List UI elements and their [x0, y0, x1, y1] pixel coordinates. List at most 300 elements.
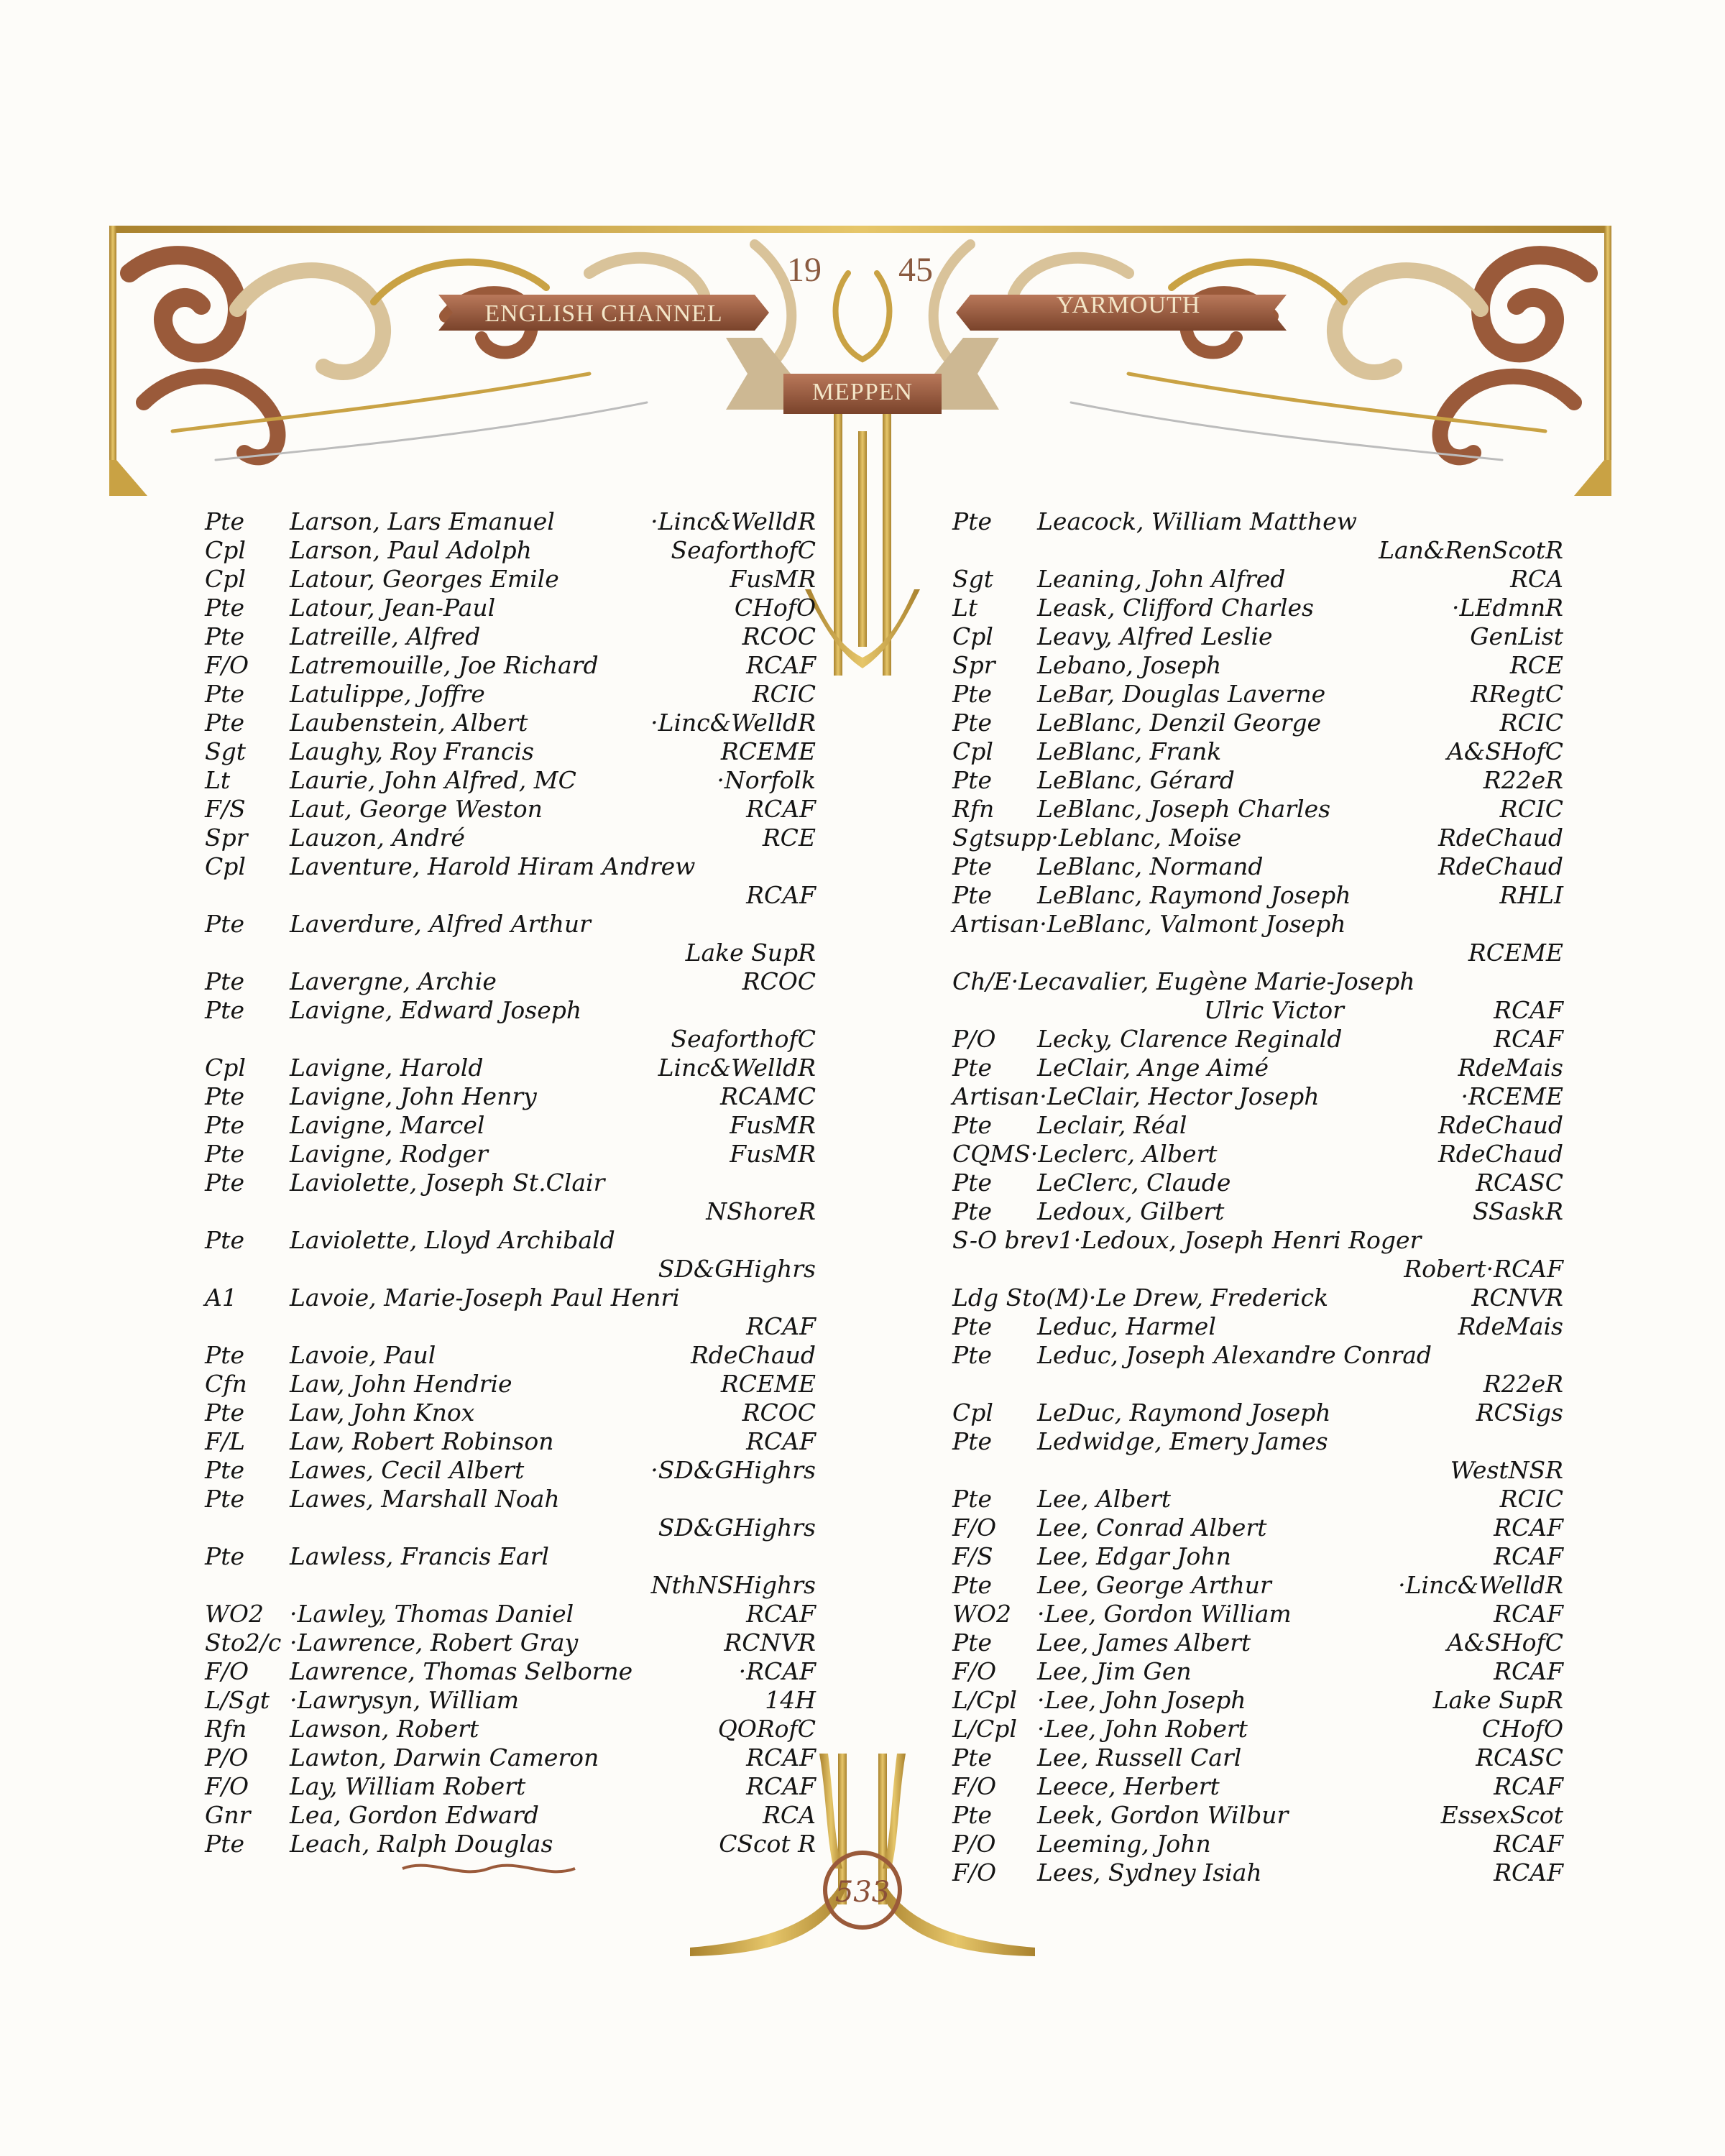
page-number: 533 — [834, 1876, 891, 1909]
entry-name: ·Lee, John Joseph — [1037, 1686, 1246, 1714]
roll-entry — [205, 1399, 816, 1427]
roll-entry — [952, 939, 1563, 967]
entry-rank: Cfn — [205, 1370, 247, 1398]
right-scroll-ornament — [1013, 255, 1588, 460]
entry-unit: Lake SupR — [1432, 1686, 1563, 1714]
entry-rank: Pte — [205, 622, 244, 650]
roll-entry — [205, 680, 816, 709]
roll-entry — [952, 1600, 1563, 1628]
entry-name: LeBlanc, Joseph Charles — [1037, 795, 1331, 823]
roll-entry — [952, 1542, 1563, 1571]
roll-entry — [952, 1858, 1563, 1887]
roll-entry — [952, 1715, 1563, 1743]
entry-rank: Pte — [205, 910, 244, 938]
roll-entry — [205, 1197, 816, 1226]
left-end-flourish — [402, 1866, 575, 1872]
entry-name: Lavoie, Marie-Joseph Paul Henri — [290, 1284, 680, 1312]
roll-entry — [205, 1715, 816, 1743]
roll-entry — [952, 967, 1563, 996]
entry-unit: RdeChaud — [1438, 852, 1563, 880]
entry-unit: RCAF — [1494, 1772, 1563, 1800]
entry-unit: QORofC — [717, 1715, 816, 1743]
entry-name: Lavigne, Marcel — [290, 1111, 485, 1139]
entry-rank: Pte — [205, 1082, 244, 1110]
roll-entry — [205, 594, 816, 622]
entry-rank: Sto2/c — [205, 1628, 282, 1657]
entry-name: LeClerc, Claude — [1037, 1169, 1231, 1197]
roll-entry — [952, 1456, 1563, 1485]
entry-rank: Cpl — [205, 852, 246, 880]
entry-name: Lecky, Clarence Reginald — [1037, 1025, 1343, 1053]
entry-unit: RCA — [763, 1801, 816, 1829]
entry-name: Latour, Jean-Paul — [290, 594, 496, 622]
entry-name: Leece, Herbert — [1037, 1772, 1220, 1800]
roll-entry — [952, 1197, 1563, 1226]
entry-rank: Cpl — [952, 622, 993, 650]
entry-name: Lauzon, André — [290, 824, 465, 852]
entry-name: Lawrence, Thomas Selborne — [290, 1657, 633, 1685]
entry-unit: NthNSHighrs — [650, 1571, 816, 1599]
entry-name: Laughy, Roy Francis — [290, 737, 534, 765]
entry-unit: RCAF — [1494, 1657, 1563, 1685]
banner-left-text: ENGLISH CHANNEL — [484, 300, 723, 327]
entry-unit: FusMR — [730, 1111, 816, 1139]
entry-name: Leacock, William Matthew — [1037, 507, 1357, 535]
roll-entry — [205, 939, 816, 967]
entry-name: Leeming, John — [1037, 1830, 1211, 1858]
entry-unit: RdeMais — [1458, 1312, 1563, 1340]
roll-entry — [205, 1169, 816, 1197]
entry-unit: RCAF — [746, 1772, 816, 1800]
entry-name: LeClair, Ange Aimé — [1037, 1054, 1269, 1082]
entry-unit: CHofO — [1481, 1715, 1563, 1743]
roll-entry — [205, 1600, 816, 1628]
roll-entry — [952, 622, 1563, 651]
left-name-column — [205, 507, 816, 1858]
entry-name: Lavigne, Harold — [290, 1054, 484, 1082]
roll-entry — [952, 1082, 1563, 1111]
entry-rank: Pte — [205, 507, 244, 535]
roll-entry — [952, 1169, 1563, 1197]
roll-entry — [952, 1514, 1563, 1542]
roll-entry — [205, 536, 816, 565]
entry-name: Leduc, Joseph Alexandre Conrad — [1037, 1341, 1432, 1369]
entry-unit: RCAF — [1494, 1858, 1563, 1886]
roll-entry — [952, 1284, 1563, 1312]
entry-unit: RdeChaud — [690, 1341, 816, 1369]
entry-unit: RCAF — [1494, 1514, 1563, 1542]
roll-entry — [952, 1743, 1563, 1772]
entry-unit: RCEME — [720, 1370, 816, 1398]
entry-unit: Lake SupR — [685, 939, 816, 967]
entry-name: LeBlanc, Raymond Joseph — [1037, 881, 1351, 909]
entry-name: Ulric Victor — [1204, 996, 1344, 1024]
entry-rank: Pte — [205, 1226, 244, 1254]
entry-unit: RCAF — [1494, 996, 1563, 1024]
entry-unit: ·Linc&WelldR — [1398, 1571, 1563, 1599]
roll-entry — [952, 910, 1563, 939]
entry-unit: RCEME — [720, 737, 816, 765]
entry-name: Larson, Lars Emanuel — [290, 507, 555, 535]
entry-rank: F/O — [952, 1772, 997, 1800]
entry-unit: RCAF — [746, 651, 816, 679]
entry-name: Lawton, Darwin Cameron — [290, 1743, 599, 1772]
roll-entry — [952, 1772, 1563, 1801]
entry-unit: SeaforthofC — [671, 536, 816, 564]
entry-rank: P/O — [205, 1743, 249, 1772]
entry-rank: P/O — [952, 1025, 996, 1053]
entry-rank: Pte — [205, 1542, 244, 1570]
entry-rank: F/O — [205, 651, 249, 679]
entry-name: LeBlanc, Denzil George — [1037, 709, 1322, 737]
entry-rank: Pte — [952, 1341, 992, 1369]
entry-unit: R22eR — [1483, 766, 1563, 794]
entry-rank: Cpl — [205, 536, 246, 564]
banner-right-text: YARMOUTH — [1056, 292, 1201, 318]
entry-unit: Robert·RCAF — [1404, 1255, 1563, 1283]
roll-entry — [952, 1140, 1563, 1169]
entry-rank: Pte — [205, 1485, 244, 1513]
entry-rank: F/O — [952, 1514, 997, 1542]
entry-rank: Pte — [205, 1830, 244, 1858]
entry-rank: WO2 — [952, 1600, 1011, 1628]
roll-entry — [205, 1025, 816, 1054]
entry-name: Lee, James Albert — [1037, 1628, 1251, 1657]
entry-rank: Cpl — [205, 1054, 246, 1082]
entry-unit: RCAF — [746, 1427, 816, 1455]
roll-entry — [952, 1485, 1563, 1514]
roll-entry — [205, 967, 816, 996]
entry-name: Laubenstein, Albert — [290, 709, 528, 737]
entry-name: Ldg Sto(M)·Le Drew, Frederick — [952, 1284, 1329, 1312]
entry-unit: RCSigs — [1476, 1399, 1563, 1427]
roll-entry — [205, 910, 816, 939]
entry-unit: RdeChaud — [1438, 1140, 1563, 1168]
entry-name: Law, John Knox — [290, 1399, 475, 1427]
entry-rank: Pte — [952, 1571, 992, 1599]
entry-name: Sgtsupp·Leblanc, Moïse — [952, 824, 1242, 852]
entry-rank: Pte — [205, 680, 244, 708]
roll-entry — [952, 852, 1563, 881]
entry-unit: FusMR — [730, 565, 816, 593]
entry-unit: RCASC — [1476, 1169, 1563, 1197]
roll-entry — [952, 1255, 1563, 1284]
entry-name: Laviolette, Joseph St.Clair — [290, 1169, 605, 1197]
entry-unit: CHofO — [734, 594, 816, 622]
entry-name: Ledwidge, Emery James — [1037, 1427, 1328, 1455]
entry-unit: RdeChaud — [1438, 824, 1563, 852]
entry-rank: Pte — [205, 996, 244, 1024]
entry-unit: ·RCAF — [738, 1657, 816, 1685]
roll-entry — [952, 1628, 1563, 1657]
entry-rank: Spr — [952, 651, 995, 679]
entry-rank: Pte — [952, 1485, 992, 1513]
top-center-column — [805, 402, 920, 676]
entry-unit: SSaskR — [1472, 1197, 1563, 1225]
entry-unit: RRegtC — [1471, 680, 1563, 708]
roll-entry — [205, 565, 816, 594]
roll-entry — [952, 996, 1563, 1025]
year-right: 45 — [898, 251, 933, 289]
roll-entry — [952, 1312, 1563, 1341]
entry-unit: RCAF — [1494, 1830, 1563, 1858]
entry-unit: ·SD&GHighrs — [650, 1456, 816, 1484]
entry-name: LeBar, Douglas Laverne — [1037, 680, 1326, 708]
entry-name: Laviolette, Lloyd Archibald — [290, 1226, 615, 1254]
entry-rank: Pte — [205, 1399, 244, 1427]
roll-entry — [205, 1284, 816, 1312]
roll-entry — [205, 1054, 816, 1082]
entry-rank: Pte — [205, 1456, 244, 1484]
entry-rank: F/S — [205, 795, 246, 823]
entry-name: Laurie, John Alfred, MC — [290, 766, 576, 794]
roll-entry — [952, 795, 1563, 824]
entry-unit: A&SHofC — [1447, 737, 1563, 765]
entry-unit: RHLI — [1499, 881, 1563, 909]
roll-entry — [952, 1111, 1563, 1140]
entry-name: Law, John Hendrie — [290, 1370, 512, 1398]
roll-entry — [205, 1628, 816, 1657]
entry-rank: F/S — [952, 1542, 993, 1570]
roll-entry — [205, 507, 816, 536]
roll-entry — [205, 737, 816, 766]
entry-unit: Lan&RenScotR — [1379, 536, 1563, 564]
entry-rank: Spr — [205, 824, 248, 852]
roll-entry — [205, 881, 816, 910]
entry-unit: RCOC — [742, 1399, 816, 1427]
roll-entry — [952, 1830, 1563, 1858]
entry-name: CQMS·Leclerc, Albert — [952, 1140, 1218, 1168]
entry-name: Leclair, Réal — [1037, 1111, 1187, 1139]
entry-unit: RCOC — [742, 622, 816, 650]
entry-unit: RCA — [1510, 565, 1563, 593]
entry-unit: RCAF — [1494, 1600, 1563, 1628]
roll-entry — [205, 1542, 816, 1571]
entry-name: LeBlanc, Frank — [1037, 737, 1222, 765]
entry-name: Leach, Ralph Douglas — [290, 1830, 553, 1858]
entry-rank: Pte — [205, 1111, 244, 1139]
roll-entry — [205, 1255, 816, 1284]
roll-entry — [952, 1571, 1563, 1600]
roll-entry — [205, 651, 816, 680]
entry-unit: RCOC — [742, 967, 816, 995]
entry-rank: L/Cpl — [952, 1715, 1017, 1743]
roll-entry — [205, 1082, 816, 1111]
roll-entry — [952, 881, 1563, 910]
entry-name: Larson, Paul Adolph — [290, 536, 532, 564]
roll-entry — [205, 709, 816, 737]
entry-unit: SeaforthofC — [671, 1025, 816, 1053]
entry-name: Leaning, John Alfred — [1037, 565, 1286, 593]
entry-name: Latreille, Alfred — [290, 622, 481, 650]
entry-name: Latremouille, Joe Richard — [290, 651, 599, 679]
roll-entry — [205, 1830, 816, 1858]
entry-unit: EssexScot — [1440, 1801, 1563, 1829]
entry-rank: Pte — [952, 1312, 992, 1340]
entry-name: Laut, George Weston — [290, 795, 543, 823]
entry-name: Leavy, Alfred Leslie — [1037, 622, 1273, 650]
entry-rank: Pte — [952, 1801, 992, 1829]
roll-entry — [205, 1341, 816, 1370]
entry-name: Lee, Jim Gen — [1037, 1657, 1192, 1685]
roll-entry — [952, 1399, 1563, 1427]
entry-rank: Pte — [952, 881, 992, 909]
roll-entry — [205, 622, 816, 651]
entry-rank: Rfn — [205, 1715, 247, 1743]
entry-rank: Pte — [952, 852, 992, 880]
entry-rank: A1 — [205, 1284, 237, 1312]
entry-rank: WO2 — [205, 1600, 264, 1628]
entry-rank: F/O — [952, 1657, 997, 1685]
entry-unit: NShoreR — [706, 1197, 816, 1225]
entry-name: Lay, William Robert — [290, 1772, 526, 1800]
entry-rank: Pte — [952, 680, 992, 708]
entry-unit: RCIC — [1499, 709, 1563, 737]
entry-name: LeBlanc, Normand — [1037, 852, 1264, 880]
entry-rank: Pte — [952, 766, 992, 794]
roll-entry — [952, 1657, 1563, 1686]
entry-rank: Lt — [205, 766, 231, 794]
entry-unit: RdeMais — [1458, 1054, 1563, 1082]
entry-name: Lawless, Francis Earl — [290, 1542, 549, 1570]
entry-name: Lawson, Robert — [290, 1715, 479, 1743]
roll-entry — [205, 1226, 816, 1255]
entry-name: Lea, Gordon Edward — [290, 1801, 539, 1829]
roll-entry — [952, 1686, 1563, 1715]
entry-unit: GenList — [1470, 622, 1563, 650]
entry-unit: RCE — [762, 824, 816, 852]
entry-unit: CScot R — [719, 1830, 816, 1858]
entry-rank: F/O — [952, 1858, 997, 1886]
roll-entry — [952, 1054, 1563, 1082]
entry-name: Lee, Conrad Albert — [1037, 1514, 1267, 1542]
roll-entry — [205, 1312, 816, 1341]
entry-name: LeBlanc, Gérard — [1037, 766, 1235, 794]
entry-rank: Sgt — [205, 737, 246, 765]
entry-name: Lee, Edgar John — [1037, 1542, 1231, 1570]
entry-name: ·Lawley, Thomas Daniel — [290, 1600, 574, 1628]
entry-unit: WestNSR — [1450, 1456, 1563, 1484]
roll-entry — [205, 1657, 816, 1686]
roll-entry — [952, 709, 1563, 737]
entry-unit: RCAF — [746, 1743, 816, 1772]
top-gold-rule — [109, 226, 1611, 233]
entry-rank: Cpl — [952, 1399, 993, 1427]
entry-name: Lebano, Joseph — [1037, 651, 1222, 679]
roll-entry — [205, 1571, 816, 1600]
roll-entry — [205, 824, 816, 852]
entry-rank: Pte — [205, 967, 244, 995]
roll-entry — [952, 824, 1563, 852]
entry-name: Lee, Russell Carl — [1037, 1743, 1242, 1772]
entry-unit: RCNVR — [724, 1628, 816, 1657]
entry-rank: Pte — [952, 507, 992, 535]
entry-unit: 14H — [765, 1686, 816, 1714]
entry-rank: Pte — [952, 1743, 992, 1772]
entry-unit: R22eR — [1483, 1370, 1563, 1398]
entry-unit: RCAF — [746, 1600, 816, 1628]
entry-unit: A&SHofC — [1447, 1628, 1563, 1657]
entry-rank: Pte — [952, 709, 992, 737]
entry-unit: ·Norfolk — [717, 766, 816, 794]
entry-rank: Pte — [952, 1628, 992, 1657]
entry-name: Lee, Albert — [1037, 1485, 1172, 1513]
roll-entry — [205, 1686, 816, 1715]
roll-entry — [952, 680, 1563, 709]
entry-name: Latulippe, Joffre — [290, 680, 485, 708]
roll-entry — [952, 565, 1563, 594]
entry-unit: RCIC — [752, 680, 816, 708]
entry-name: Lavigne, Rodger — [290, 1140, 488, 1168]
entry-name: ·Lee, Gordon William — [1037, 1600, 1292, 1628]
entry-name: Laventure, Harold Hiram Andrew — [290, 852, 696, 880]
entry-unit: RCNVR — [1471, 1284, 1563, 1312]
entry-rank: Cpl — [952, 737, 993, 765]
roll-entry — [205, 1743, 816, 1772]
entry-unit: ·Linc&WelldR — [650, 709, 816, 737]
entry-name: Lavergne, Archie — [290, 967, 497, 995]
right-name-column — [952, 507, 1563, 1887]
entry-unit: RCE — [1509, 651, 1563, 679]
entry-rank: Sgt — [952, 565, 993, 593]
roll-entry — [205, 996, 816, 1025]
entry-name: ·Lee, John Robert — [1037, 1715, 1248, 1743]
roll-entry — [952, 536, 1563, 565]
roll-entry — [205, 795, 816, 824]
entry-name: LeDuc, Raymond Joseph — [1037, 1399, 1331, 1427]
entry-name: Laverdure, Alfred Arthur — [290, 910, 591, 938]
entry-unit: RCAF — [1494, 1025, 1563, 1053]
entry-unit: Linc&WelldR — [658, 1054, 816, 1082]
entry-unit: ·Linc&WelldR — [650, 507, 816, 535]
roll-entry — [952, 737, 1563, 766]
entry-unit: RCAF — [746, 1312, 816, 1340]
entry-name: Ledoux, Gilbert — [1037, 1197, 1225, 1225]
entry-name: Artisan·LeClair, Hector Joseph — [952, 1082, 1320, 1110]
entry-name: Leek, Gordon Wilbur — [1037, 1801, 1289, 1829]
entry-rank: Pte — [205, 709, 244, 737]
roll-entry — [205, 1772, 816, 1801]
entry-rank: Cpl — [205, 565, 246, 593]
entry-rank: Pte — [205, 1140, 244, 1168]
entry-unit: RCAF — [746, 795, 816, 823]
entry-name: Lavigne, John Henry — [290, 1082, 537, 1110]
entry-name: S-O brev1·Ledoux, Joseph Henri Roger — [952, 1226, 1422, 1254]
roll-entry — [952, 1226, 1563, 1255]
entry-unit: RCASC — [1476, 1743, 1563, 1772]
entry-rank: Pte — [952, 1427, 992, 1455]
roll-entry — [952, 766, 1563, 795]
roll-entry — [205, 1111, 816, 1140]
entry-name: Artisan·LeBlanc, Valmont Joseph — [952, 910, 1346, 938]
entry-name: Lavigne, Edward Joseph — [290, 996, 582, 1024]
entry-rank: Pte — [205, 1341, 244, 1369]
entry-name: Latour, Georges Emile — [290, 565, 559, 593]
entry-rank: L/Cpl — [952, 1686, 1017, 1714]
entry-name: Ch/E·Lecavalier, Eugène Marie-Joseph — [952, 967, 1415, 995]
entry-rank: Pte — [205, 594, 244, 622]
roll-entry — [205, 1801, 816, 1830]
roll-entry — [952, 1341, 1563, 1370]
entry-name: Law, Robert Robinson — [290, 1427, 554, 1455]
entry-unit: RCAMC — [720, 1082, 816, 1110]
entry-rank: Pte — [952, 1197, 992, 1225]
roll-entry — [952, 1370, 1563, 1399]
entry-unit: RCEME — [1468, 939, 1563, 967]
entry-name: Leduc, Harmel — [1037, 1312, 1216, 1340]
left-scroll-ornament — [129, 255, 704, 460]
entry-unit: ·RCEME — [1460, 1082, 1563, 1110]
